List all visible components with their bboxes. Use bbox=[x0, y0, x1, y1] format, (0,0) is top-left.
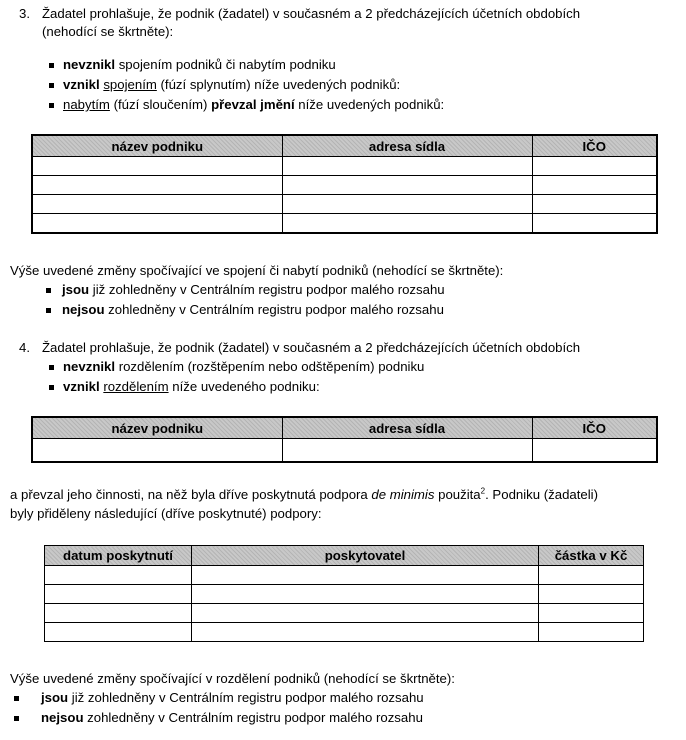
option-prevzal-jmeni[interactable]: nabytím (fúzí sloučením) převzal jmění níže uvedených podniků: bbox=[63, 97, 445, 112]
column-header-company-name: název podniku bbox=[32, 135, 282, 157]
bullet-icon bbox=[46, 288, 51, 293]
column-header-date-granted: datum poskytnutí bbox=[45, 546, 192, 566]
column-header-address: adresa sídla bbox=[282, 135, 532, 157]
table-cell[interactable] bbox=[45, 566, 192, 585]
table-cell[interactable] bbox=[32, 157, 282, 176]
table-cell[interactable] bbox=[282, 176, 532, 195]
column-header-ico: IČO bbox=[532, 135, 657, 157]
table-cell[interactable] bbox=[539, 623, 644, 642]
section-3-statement: Žadatel prohlašuje, že podnik (žadatel) v současném a 2 předcházejících účetních obdobích bbox=[42, 6, 581, 21]
table-cell[interactable] bbox=[45, 623, 192, 642]
table-cell[interactable] bbox=[282, 439, 532, 463]
column-header-provider: poskytovatel bbox=[192, 546, 539, 566]
option-vznikl-rozdelenim[interactable]: vznikl rozdělením níže uvedeného podniku: bbox=[63, 379, 320, 394]
table-cell[interactable] bbox=[539, 585, 644, 604]
section-4-paragraph-line-1: a převzal jeho činnosti, na něž byla dříve poskytnutá podpora de minimis použita$^2$. Podniku (žadateli) bbox=[10, 486, 598, 502]
option-jsou-zohledneny[interactable]: jsou již zohledněny v Centrálním registru podpor malého rozsahu bbox=[62, 282, 445, 297]
merged-companies-table bbox=[31, 134, 658, 234]
section-3-changes-instruction: Výše uvedené změny spočívající ve spojení či nabytí podniků (nehodící se škrtněte): bbox=[10, 263, 504, 278]
bullet-icon bbox=[49, 63, 54, 68]
table-row bbox=[32, 214, 657, 234]
table-cell[interactable] bbox=[532, 176, 657, 195]
table-cell[interactable] bbox=[532, 195, 657, 214]
table-cell[interactable] bbox=[532, 214, 657, 234]
table-cell[interactable] bbox=[532, 157, 657, 176]
column-header-ico: IČO bbox=[532, 417, 657, 439]
table-cell[interactable] bbox=[192, 566, 539, 585]
table-row bbox=[45, 623, 644, 642]
bullet-icon bbox=[49, 385, 54, 390]
option-nevznikl-rozdelenim[interactable]: nevznikl rozdělením (rozštěpením nebo odštěpením) podniku bbox=[63, 359, 425, 374]
table-cell[interactable] bbox=[45, 585, 192, 604]
table-cell[interactable] bbox=[282, 157, 532, 176]
column-header-amount: částka v Kč bbox=[539, 546, 644, 566]
section-4-changes-instruction: Výše uvedené změny spočívající v rozdělení podniků (nehodící se škrtněte): bbox=[10, 671, 455, 686]
column-header-address: adresa sídla bbox=[282, 417, 532, 439]
table-cell[interactable] bbox=[32, 439, 282, 463]
option-nejsou-zohledneny[interactable]: nejsou zohledněny v Centrálním registru podpor malého rozsahu bbox=[62, 302, 444, 317]
table-cell[interactable] bbox=[32, 195, 282, 214]
section-4-paragraph-line-2: byly přiděleny následující (dříve poskytnuté) podpory: bbox=[10, 506, 322, 521]
table-row bbox=[32, 439, 657, 463]
footnote-reference[interactable]: 2 bbox=[480, 486, 486, 496]
table-cell[interactable] bbox=[282, 214, 532, 234]
table-row bbox=[32, 157, 657, 176]
table-cell[interactable] bbox=[282, 195, 532, 214]
section-3-number: 3. bbox=[19, 6, 30, 21]
table-row bbox=[45, 604, 644, 623]
bullet-icon bbox=[49, 103, 54, 108]
section-3-instruction: (nehodící se škrtněte): bbox=[42, 24, 174, 39]
table-cell[interactable] bbox=[45, 604, 192, 623]
column-header-company-name: název podniku bbox=[32, 417, 282, 439]
table-cell[interactable] bbox=[32, 176, 282, 195]
table-cell[interactable] bbox=[192, 623, 539, 642]
bullet-icon bbox=[49, 365, 54, 370]
table-row bbox=[32, 195, 657, 214]
option-vznikl-spojenim[interactable]: vznikl spojením (fúzí splynutím) níže uvedených podniků: bbox=[63, 77, 401, 92]
option-nevznikl-spojenim[interactable]: nevznikl spojením podniků či nabytím podniku bbox=[63, 57, 336, 72]
table-cell[interactable] bbox=[539, 604, 644, 623]
table-cell[interactable] bbox=[532, 439, 657, 463]
option-jsou-zohledneny-2[interactable]: jsou již zohledněny v Centrálním registru podpor malého rozsahu bbox=[41, 690, 424, 705]
bullet-icon bbox=[14, 696, 19, 701]
table-row bbox=[45, 566, 644, 585]
previous-support-table bbox=[44, 545, 644, 642]
table-cell[interactable] bbox=[539, 566, 644, 585]
table-row bbox=[32, 176, 657, 195]
section-4-number: 4. bbox=[19, 340, 30, 355]
table-cell[interactable] bbox=[32, 214, 282, 234]
bullet-icon bbox=[49, 83, 54, 88]
section-4-statement: Žadatel prohlašuje, že podnik (žadatel) v současném a 2 předcházejících účetních obdobích bbox=[42, 340, 581, 355]
option-nejsou-zohledneny-2[interactable]: nejsou zohledněny v Centrálním registru podpor malého rozsahu bbox=[41, 710, 423, 725]
table-row bbox=[45, 585, 644, 604]
table-cell[interactable] bbox=[192, 585, 539, 604]
bullet-icon bbox=[14, 716, 19, 721]
bullet-icon bbox=[46, 308, 51, 313]
split-company-table bbox=[31, 416, 658, 463]
table-cell[interactable] bbox=[192, 604, 539, 623]
